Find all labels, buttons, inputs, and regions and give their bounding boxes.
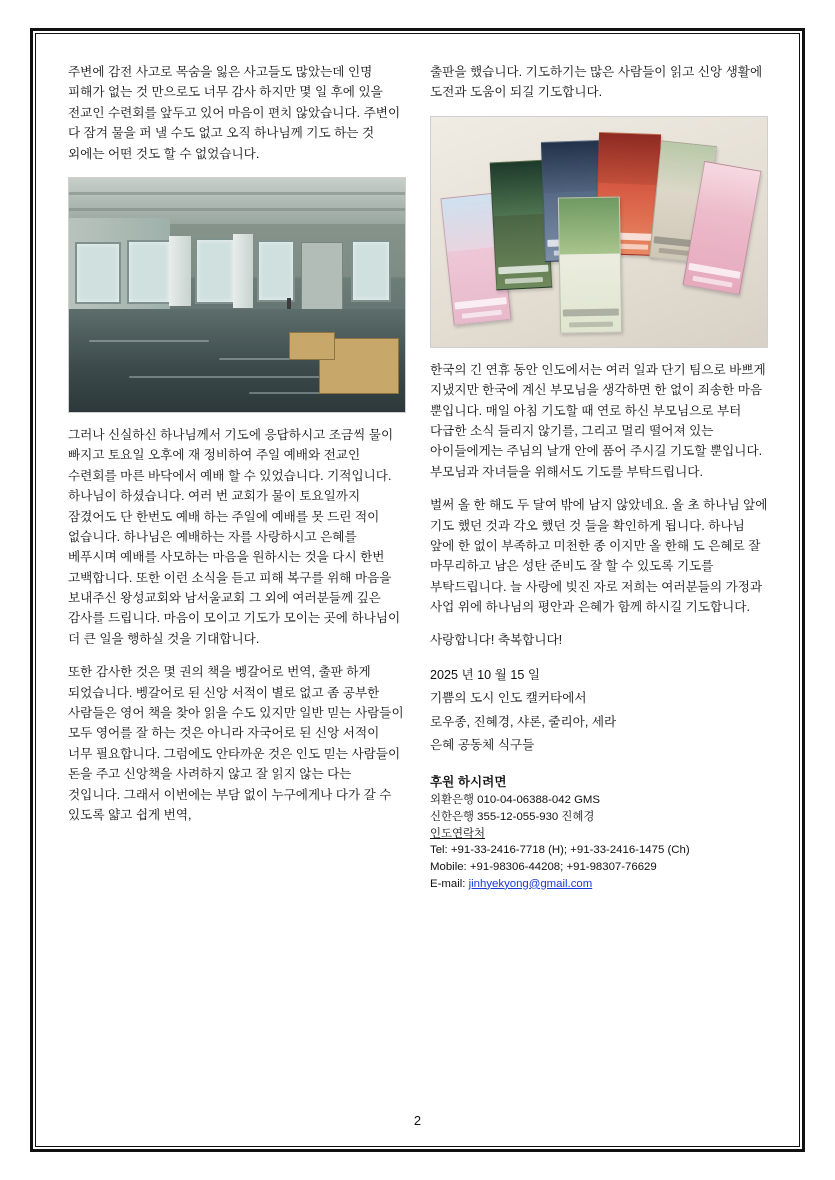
page-number: 2 <box>413 1113 422 1128</box>
contact-title: 인도연락처 <box>430 827 486 840</box>
contact-email-row <box>430 876 768 893</box>
paragraph: 사랑합니다! 축복합니다! <box>430 633 563 648</box>
page-content <box>68 62 768 1102</box>
contact-mobile: Mobile: +91-98306-44208; +91-98307-76629 <box>430 860 657 873</box>
paragraph: 그러나 신실하신 하나님께서 기도에 응답하시고 조금씩 물이 빠지고 토요일 오후에 재 정비하여 주일 예배와 전교인 수련회를 마른 바닥에서 예배 할 수 있었습니다. 기적입니다. 하나님이 하셨습니다. 여러 번 교회가 물이 토요일까지 잠겼어도 단 한번도 예배 하는 주일에 예배를 못 드린 적이 없습니다. 하나님은 예배하는 자를 사랑하시고 은혜를 베푸시며 예배를 사모하는 마음을 원하시는 것을 다시 한번 고백합니다. 또한 이런 소식을 듣고 피해 복구를 위해 마음을 보내주신 왕성교회와 남서울교회 그 외에 여러분들께 깊은 감사를 드립니다. 마음이 모이고 기도가 모이는 곳에 하나님이 더 큰 일을 행하실 것을 기대합니다. <box>68 427 401 646</box>
signature-line: 기쁨의 도시 인도 캘커타에서 <box>430 691 587 706</box>
paragraph: 출판을 했습니다. 기도하기는 많은 사람들이 읽고 신앙 생활에 도전과 도움이 되길 기도합니다. <box>430 65 763 100</box>
support-title: 후원 하시려면 <box>430 775 507 790</box>
support-block <box>430 771 768 892</box>
right-column <box>430 62 768 1102</box>
paragraph: 또한 감사한 것은 몇 권의 책을 벵갈어로 번역, 출판 하게 되었습니다. 벵갈어로 된 신앙 서적이 별로 없고 좀 공부한 사람들은 영어 책을 찾아 읽을 수도 있지만 일반 믿는 사람들이 모두 영어를 잘 하는 것은 아니라 자국어로 된 신앙 서적이 너무 필요합니다. 그럼에도 안타까운 것은 인도 믿는 사람들이 돈을 주고 신앙책을 사려하지 않고 잘 읽지 않는 다는 것입니다. 그래서 이번에는 부담 없이 누구에게나 다가 갈 수 있도록 얇고 쉽게 번역, <box>68 665 404 822</box>
paragraph: 한국의 긴 연휴 동안 인도에서는 여러 일과 단기 팀으로 바쁘게 지냈지만 한국에 계신 부모님을 생각하면 한 없이 죄송한 마음 뿐입니다. 매일 아침 기도할 때 연로 하신 부모님으로 부터 다급한 소식 들리지 않기를, 그리고 멀리 떨어져 있는 아이들에게는 주님의 날개 안에 품어 주시길 기도할 뿐입니다. 부모님과 자녀들을 위해서도 기도를 부탁드립니다. <box>430 362 766 479</box>
signature-block <box>430 665 768 756</box>
contact-tel: Tel: +91-33-2416-7718 (H); +91-33-2416-1475 (Ch) <box>430 844 690 857</box>
support-bank-line: 외환은행 010-04-06388-042 GMS <box>430 794 601 807</box>
email-label: E-mail: <box>430 877 469 890</box>
paragraph: 주변에 감전 사고로 목숨을 잃은 사고들도 많았는데 인명 피해가 없는 것 만으로도 너무 감사 하지만 몇 일 후에 있을 전교인 수련회를 앞두고 있어 마음이 편치 않았습니다. 주변이 다 잠겨 물을 퍼 낼 수도 없고 오직 하나님께 기도 하는 것 외에는 어떤 것도 할 수 없었습니다. <box>68 65 401 161</box>
paragraph: 벌써 올 한 해도 두 달여 밖에 남지 않았네요. 올 초 하나님 앞에 기도 했던 것과 각오 했던 것 들을 확인하게 됩니다. 하나님 앞에 한 없이 부족하고 미천한 종 이지만 올 한해 도 은혜로 잘 마무리하고 남은 성탄 준비도 잘 할 수 있도록 기도를 부탁드립니다. 늘 사랑에 빚진 자로 저희는 여러분들의 가정과 사업 위에 하나님의 평안과 은혜가 함께 하시길 기도합니다. <box>430 498 768 615</box>
email-link[interactable]: jinhyekyong@gmail.com <box>468 877 593 890</box>
flooded-church-interior-photo <box>68 177 406 413</box>
bengali-christian-books-photo <box>430 116 768 348</box>
signature-line: 2025 년 10 월 15 일 <box>430 667 541 682</box>
signature-line: 은혜 공동체 식구들 <box>430 738 535 753</box>
signature-line: 로우종, 진혜경, 샤론, 줄리아, 세라 <box>430 714 617 729</box>
support-bank-line: 신한은행 355-12-055-930 진혜경 <box>430 811 595 824</box>
left-column <box>68 62 406 1102</box>
